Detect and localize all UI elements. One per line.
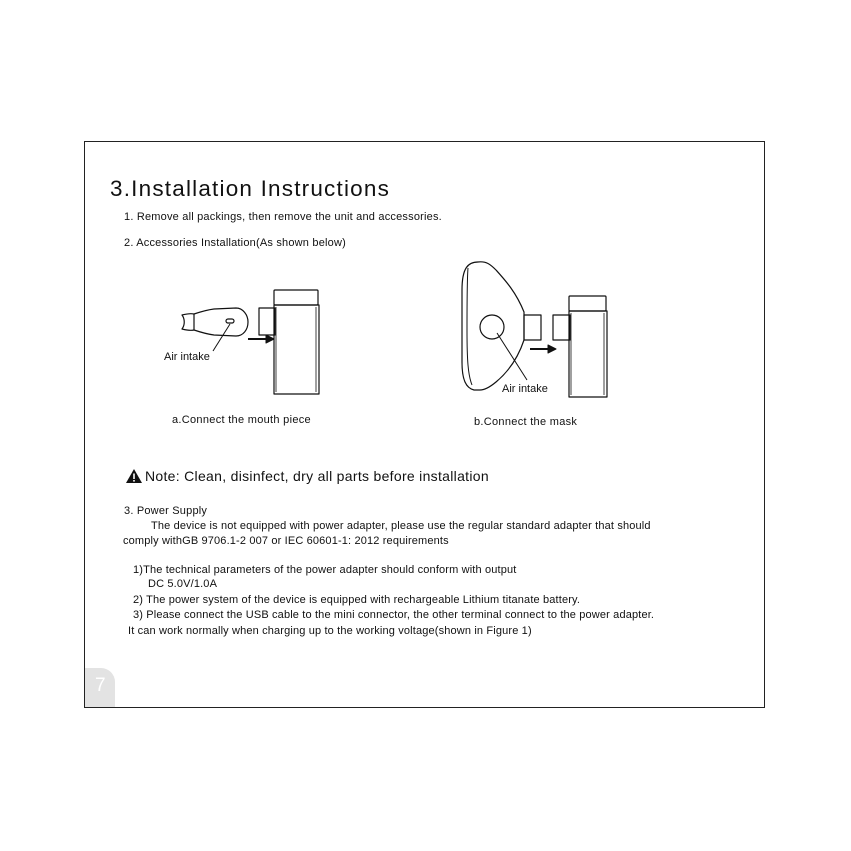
- air-intake-label-right: Air intake: [502, 383, 548, 395]
- air-intake-label-left: Air intake: [164, 351, 210, 363]
- page-number: 7: [95, 675, 106, 696]
- power-item-1-value: DC 5.0V/1.0A: [148, 578, 218, 590]
- nebulizer-unit-right: [553, 296, 607, 397]
- leader-line-right: [497, 333, 527, 380]
- power-item-3-continued: It can work normally when charging up to the working voltage(shown in Figure 1): [128, 625, 532, 637]
- arrow-right: [530, 345, 556, 353]
- step-3-heading: 3. Power Supply: [124, 505, 208, 517]
- arrow-left: [248, 335, 274, 343]
- mask-illustration: [462, 262, 541, 390]
- mouthpiece-illustration: [182, 308, 248, 336]
- installation-note: [125, 467, 489, 485]
- power-item-2: 2) The power system of the device is equipped with rechargeable Lithium titanate battery.: [133, 594, 581, 606]
- section-title: 3.Installation Instructions: [110, 176, 391, 201]
- power-intro-line-2: comply withGB 9706.1-2 007 or IEC 60601-1: 2012 requirements: [123, 535, 449, 547]
- warning-triangle-icon: [125, 468, 143, 484]
- power-item-1: 1)The technical parameters of the power adapter should conform with output: [133, 564, 517, 576]
- caption-mouth-piece: a.Connect the mouth piece: [172, 414, 311, 426]
- leader-line-left: [213, 324, 230, 351]
- step-2-text: 2. Accessories Installation(As shown below): [124, 237, 346, 249]
- power-intro-line-1: The device is not equipped with power adapter, please use the regular standard adapter that should: [151, 520, 651, 532]
- caption-mask: b.Connect the mask: [474, 416, 578, 428]
- step-1-text: 1. Remove all packings, then remove the unit and accessories.: [124, 211, 442, 223]
- power-item-3: 3) Please connect the USB cable to the mini connector, the other terminal connect to the power adapter.: [133, 609, 655, 621]
- note-text: Note: Clean, disinfect, dry all parts before installation: [145, 468, 489, 484]
